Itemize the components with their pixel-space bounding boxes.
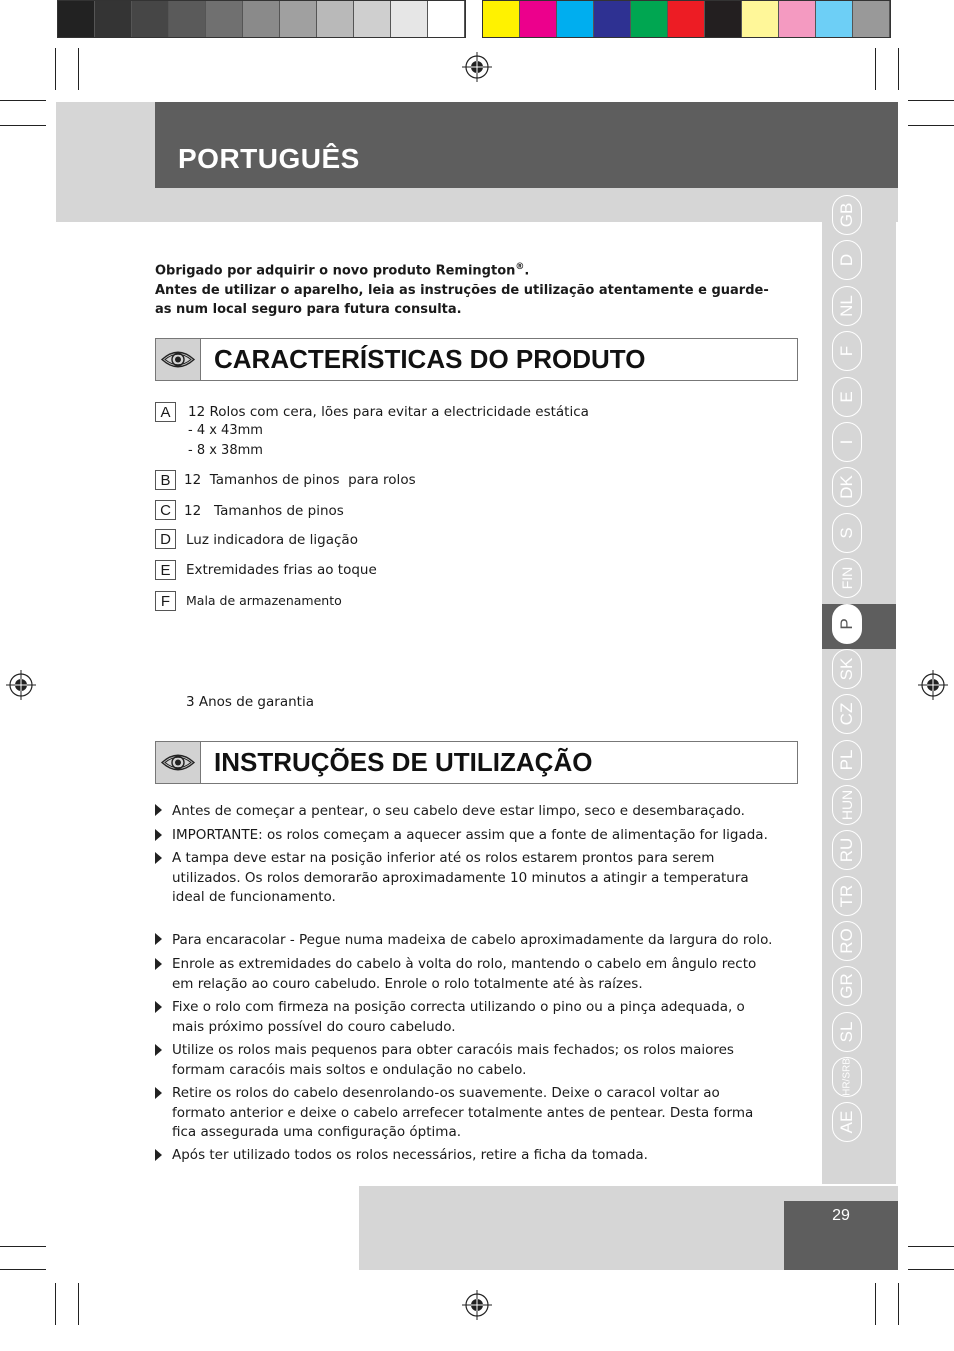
feature-letter: E <box>155 560 176 580</box>
instructions-heading: INSTRUÇÕES DE UTILIZAÇÃO <box>214 747 593 777</box>
language-tab-gr[interactable] <box>832 966 862 1006</box>
language-tab-label: S <box>837 527 856 539</box>
instruction-item: A tampa deve estar na posição inferior até os rolos estarem prontos para serem utilizados. Os rolos demorarão aproximadamente 10 minutos a atingir a temperatura ideal de funcionamento. <box>172 850 749 905</box>
bullet-arrow-icon <box>155 1001 162 1013</box>
language-tab-label: HUN <box>839 789 855 821</box>
language-tab-cz[interactable] <box>832 694 862 734</box>
instructions-heading-box <box>155 741 798 784</box>
language-tab-label: TR <box>837 884 856 908</box>
intro-line1: Obrigado por adquirir o novo produto Remington <box>155 263 516 279</box>
color-swatch <box>742 1 779 37</box>
feature-item <box>188 404 589 420</box>
language-tab-label: RU <box>837 837 856 863</box>
feature-letter: F <box>155 591 176 611</box>
language-tab-label: P <box>837 618 856 630</box>
color-swatch <box>557 1 594 37</box>
crop-mark <box>908 1269 954 1270</box>
feature-count: 12 <box>184 472 202 488</box>
color-swatch <box>705 1 742 37</box>
feature-item <box>184 503 344 519</box>
language-tab-ro[interactable] <box>832 921 862 961</box>
color-swatch <box>594 1 631 37</box>
gray-swatch <box>391 1 428 37</box>
crop-mark <box>875 1283 876 1325</box>
feature-letter: D <box>155 529 176 549</box>
language-tab-label: RO <box>837 928 856 954</box>
color-swatch <box>816 1 853 37</box>
crop-mark <box>0 125 46 126</box>
color-swatch <box>668 1 705 37</box>
bullet-arrow-icon <box>155 958 162 970</box>
crop-mark <box>898 48 899 90</box>
color-swatch <box>483 1 520 37</box>
feature-letter: B <box>155 470 176 490</box>
registration-mark-icon <box>462 1290 492 1320</box>
instruction-item: Retire os rolos do cabelo desenrolando-os suavemente. Deixe o caracol voltar ao formato anterior e deixe o cabelo arrefecer totalmente antes de pentear. Desta forma fica assegurada uma configuração óptima. <box>172 1085 754 1140</box>
language-tab-tr[interactable] <box>832 876 862 916</box>
language-tab-hun[interactable] <box>832 785 862 825</box>
crop-mark <box>908 1246 954 1247</box>
gray-swatch <box>206 1 243 37</box>
bullet-arrow-icon <box>155 1087 162 1099</box>
language-tab-label: DK <box>837 475 856 499</box>
crop-mark <box>55 48 56 90</box>
instruction-item: Fixe o rolo com firmeza na posição correcta utilizando o pino ou a pinça adequada, o mais próximo possível do couro cabeludo. <box>172 999 745 1035</box>
gray-swatch <box>428 1 465 37</box>
gray-swatch <box>95 1 132 37</box>
feature-item: Mala de armazenamento <box>186 593 342 608</box>
instruction-item: Após ter utilizado todos os rolos necessários, retire a ficha da tomada. <box>172 1147 648 1163</box>
feature-letter: A <box>155 402 176 422</box>
language-tab-label: SL <box>837 1021 856 1043</box>
registered-mark: ® <box>515 262 525 272</box>
warranty-text: Anos de garantia <box>194 694 314 710</box>
language-tab-i[interactable] <box>832 422 862 462</box>
language-tab-label: GB <box>837 202 856 228</box>
language-tab-label: D <box>837 253 856 267</box>
crop-mark <box>898 1283 899 1325</box>
warranty <box>186 694 314 710</box>
feature-text: Tamanhos de pinos <box>201 503 344 519</box>
language-tab-ru[interactable] <box>832 830 862 870</box>
language-tab-label: HR/SRB <box>841 1058 853 1096</box>
color-swatch <box>520 1 557 37</box>
crop-mark <box>78 48 79 90</box>
language-tab-label: GR <box>837 973 856 999</box>
crop-mark <box>908 100 954 101</box>
instruction-item: IMPORTANTE: os rolos começam a aquecer assim que a fonte de alimentação for ligada. <box>172 827 768 843</box>
eye-icon <box>156 339 201 380</box>
page-number: 29 <box>832 1207 850 1224</box>
feature-item: Luz indicadora de ligação <box>186 532 358 548</box>
language-tab-label: CZ <box>837 702 856 726</box>
language-tab-p[interactable] <box>832 604 862 644</box>
language-tab-label: NL <box>837 295 856 317</box>
instruction-item: Utilize os rolos mais pequenos para obter caracóis mais fechados; os rolos maiores formam caracóis mais soltos e ondulação no cabelo. <box>172 1042 734 1078</box>
registration-mark-icon <box>462 52 492 82</box>
bullet-arrow-icon <box>155 1149 162 1161</box>
bullet-arrow-icon <box>155 852 162 864</box>
language-tab-ae[interactable] <box>832 1102 862 1142</box>
color-swatch-bar <box>482 0 891 38</box>
bullet-arrow-icon <box>155 1044 162 1056</box>
gray-swatch <box>132 1 169 37</box>
feature-size: - 4 x 43mm <box>188 423 263 438</box>
language-tab-f[interactable] <box>832 331 862 371</box>
instruction-item: Enrole as extremidades do cabelo à volta do rolo, mantendo o cabelo em ângulo recto em relação ao couro cabeludo. Enrole o rolo totalmente até às raízes. <box>172 956 757 992</box>
gray-swatch-bar <box>57 0 466 38</box>
gray-swatch <box>280 1 317 37</box>
language-tab-fin[interactable] <box>832 558 862 598</box>
crop-mark <box>908 125 954 126</box>
crop-mark <box>55 1283 56 1325</box>
language-tab-nl[interactable] <box>832 286 862 326</box>
feature-text: Rolos com cera, lões para evitar a electricidade estática <box>205 404 589 420</box>
intro-text <box>155 258 775 320</box>
feature-size: - 8 x 38mm <box>188 443 263 458</box>
feature-count: 12 <box>188 404 206 420</box>
crop-mark <box>0 100 46 101</box>
feature-item: Extremidades frias ao toque <box>186 562 377 578</box>
feature-text: Tamanhos de pinos para rolos <box>201 472 416 488</box>
bullet-arrow-icon <box>155 829 162 841</box>
color-swatch <box>853 1 890 37</box>
crop-mark <box>0 1269 46 1270</box>
intro-line1-end: . <box>524 263 530 279</box>
language-tab-label: E <box>837 391 856 403</box>
language-tab-gb[interactable] <box>832 195 862 235</box>
language-tab-label: PL <box>837 749 856 771</box>
language-tab-pl[interactable] <box>832 740 862 780</box>
language-tab-e[interactable] <box>832 377 862 417</box>
registration-mark-icon <box>6 670 36 700</box>
language-tab-label: F <box>837 345 856 357</box>
crop-mark <box>875 48 876 90</box>
color-swatch <box>631 1 668 37</box>
language-tab-sk[interactable] <box>832 649 862 689</box>
language-tab-dk[interactable] <box>832 467 862 507</box>
feature-count: 12 <box>184 503 202 519</box>
bullet-arrow-icon <box>155 804 162 816</box>
gray-swatch <box>58 1 95 37</box>
gray-swatch <box>243 1 280 37</box>
language-tab-label: AE <box>837 1110 856 1134</box>
warranty-years: 3 <box>186 694 195 710</box>
language-tab-label: FIN <box>839 566 855 590</box>
gray-swatch <box>354 1 391 37</box>
language-tab-sl[interactable] <box>832 1012 862 1052</box>
language-tab-label: I <box>837 439 856 445</box>
color-swatch <box>779 1 816 37</box>
eye-icon <box>156 742 201 783</box>
registration-mark-icon <box>918 670 948 700</box>
crop-mark <box>0 1246 46 1247</box>
feature-letter: C <box>155 500 176 520</box>
instruction-item: Antes de começar a pentear, o seu cabelo deve estar limpo, seco e desembaraçado. <box>172 803 745 819</box>
language-tab-d[interactable] <box>832 240 862 280</box>
instruction-item: Para encaracolar - Pegue numa madeixa de cabelo aproximadamente da largura do rolo. <box>172 932 773 948</box>
page-title: PORTUGUÊS <box>178 143 360 174</box>
gray-swatch <box>317 1 354 37</box>
feature-item <box>184 472 416 488</box>
bullet-arrow-icon <box>155 933 162 945</box>
language-tab-s[interactable] <box>832 513 862 553</box>
intro-line2: Antes de utilizar o aparelho, leia as instruções de utilização atentamente e guarde-as num local seguro para futura consulta. <box>155 282 769 318</box>
features-heading: CARACTERÍSTICAS DO PRODUTO <box>214 344 646 374</box>
language-tab-label: SK <box>837 657 856 681</box>
gray-swatch <box>169 1 206 37</box>
crop-mark <box>78 1283 79 1325</box>
features-heading-box <box>155 338 798 381</box>
language-tab-hr-srb[interactable] <box>832 1057 862 1097</box>
